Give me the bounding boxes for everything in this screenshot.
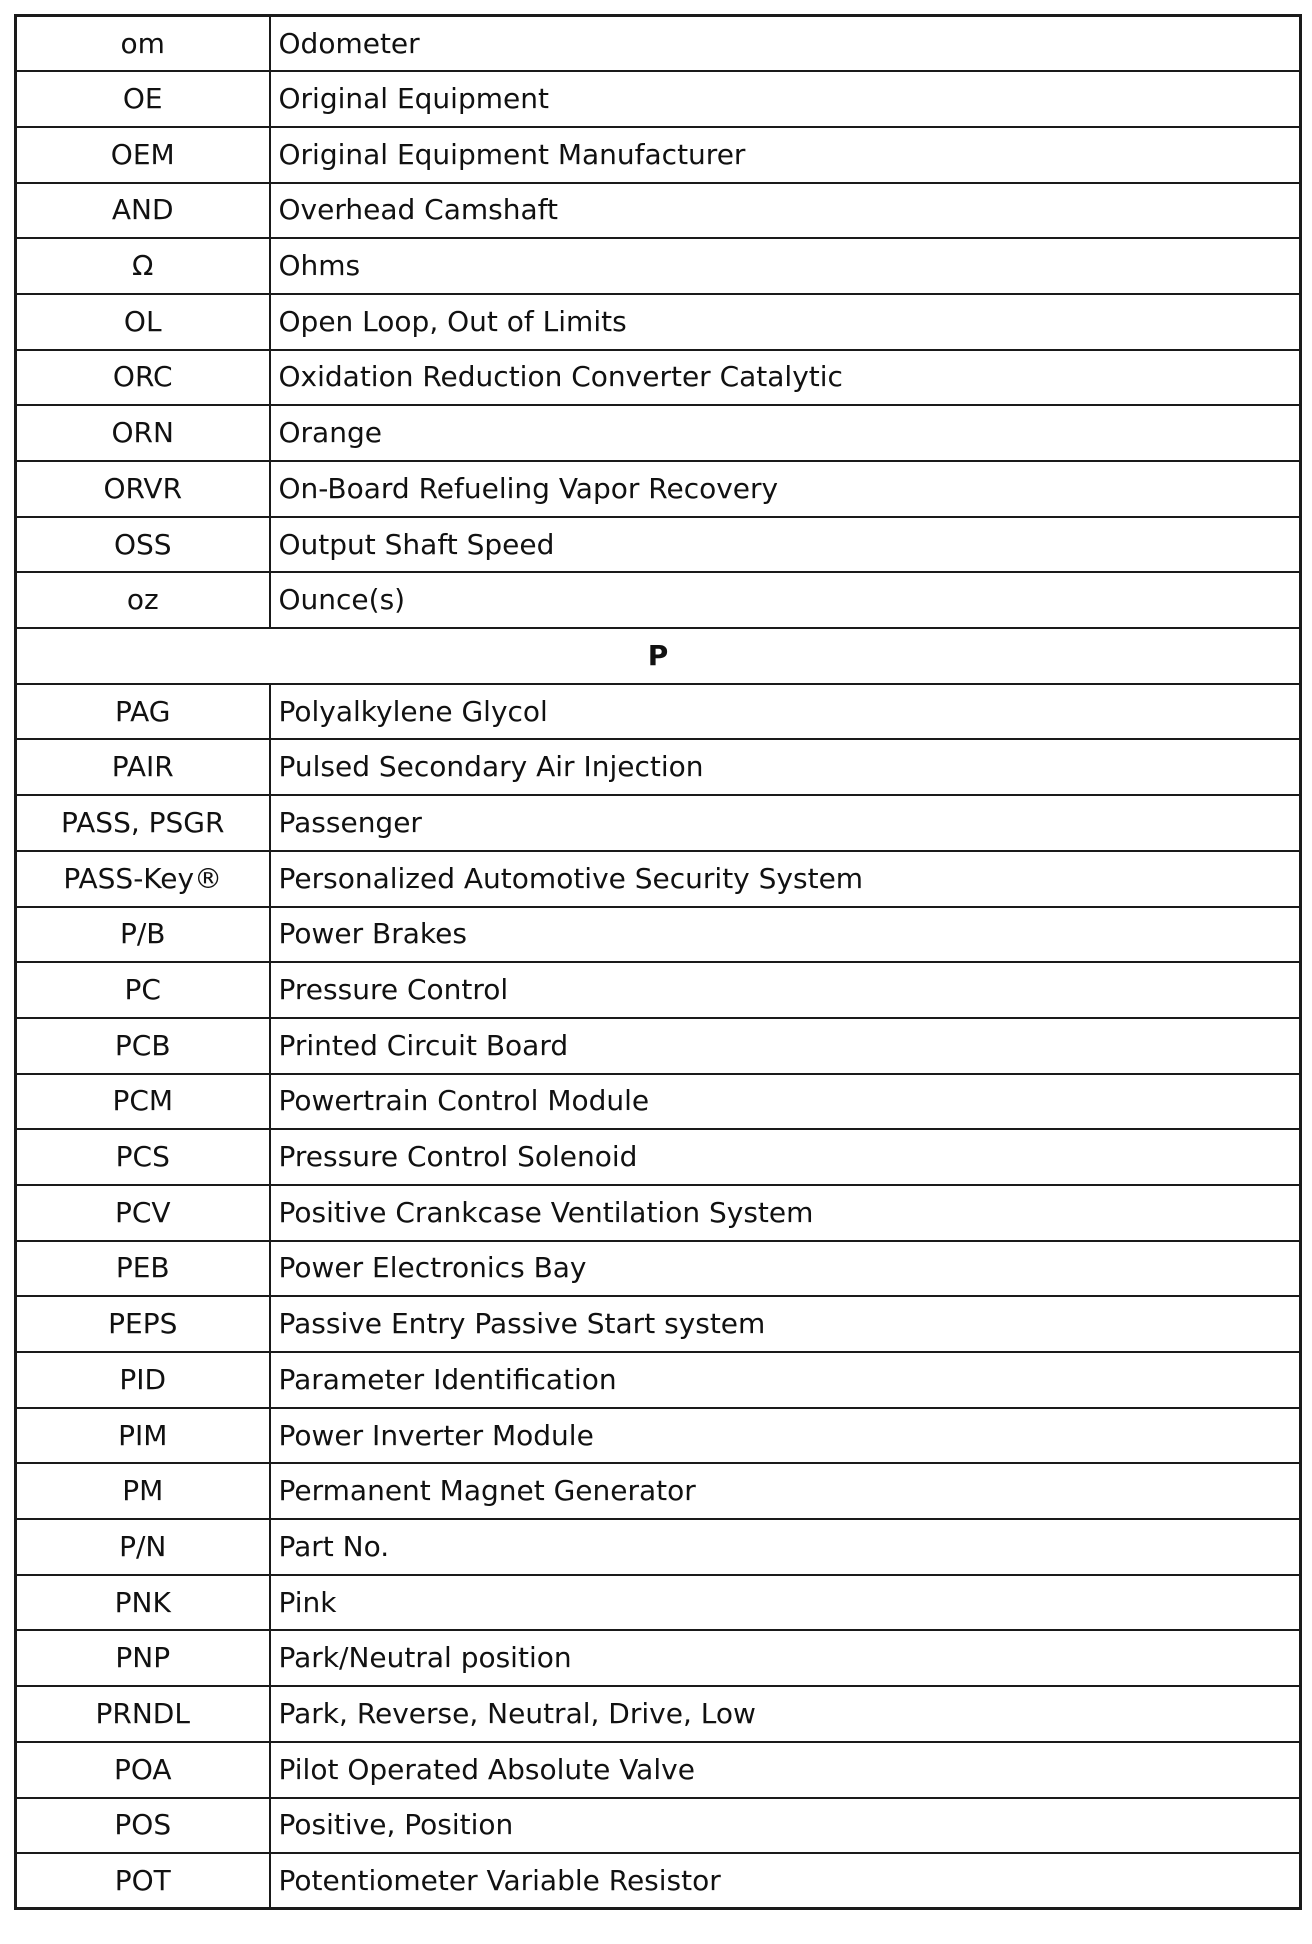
- definition-cell: Park, Reverse, Neutral, Drive, Low: [270, 1686, 1301, 1742]
- definition-cell: Passenger: [270, 795, 1301, 851]
- definition-cell: Odometer: [270, 16, 1301, 72]
- table-row: [16, 183, 1301, 239]
- definition-cell: Potentiometer Variable Resistor: [270, 1853, 1301, 1909]
- abbreviation-table: [14, 14, 1302, 1910]
- abbreviation-cell: Ω: [16, 238, 270, 294]
- abbreviation-cell: OL: [16, 294, 270, 350]
- abbreviation-cell: PCB: [16, 1018, 270, 1074]
- definition-cell: Polyalkylene Glycol: [270, 684, 1301, 740]
- table-row: [16, 294, 1301, 350]
- abbreviation-cell: AND: [16, 183, 270, 239]
- abbreviation-cell: PID: [16, 1352, 270, 1408]
- abbreviation-cell: PAIR: [16, 739, 270, 795]
- table-row: [16, 71, 1301, 127]
- table-row: [16, 739, 1301, 795]
- definition-cell: Overhead Camshaft: [270, 183, 1301, 239]
- abbreviation-cell: PEPS: [16, 1296, 270, 1352]
- abbreviation-table-body: [16, 16, 1301, 1909]
- table-row: [16, 350, 1301, 406]
- table-row: [16, 1018, 1301, 1074]
- definition-cell: Printed Circuit Board: [270, 1018, 1301, 1074]
- abbreviation-cell: PASS-Key®: [16, 851, 270, 907]
- definition-cell: On-Board Refueling Vapor Recovery: [270, 461, 1301, 517]
- abbreviation-cell: PIM: [16, 1408, 270, 1464]
- table-row: [16, 1798, 1301, 1854]
- table-row: [16, 1352, 1301, 1408]
- abbreviation-cell: ORN: [16, 405, 270, 461]
- definition-cell: Powertrain Control Module: [270, 1074, 1301, 1130]
- definition-cell: Original Equipment: [270, 71, 1301, 127]
- definition-cell: Positive Crankcase Ventilation System: [270, 1185, 1301, 1241]
- abbreviation-cell: PAG: [16, 684, 270, 740]
- definition-cell: Part No.: [270, 1519, 1301, 1575]
- definition-cell: Power Electronics Bay: [270, 1241, 1301, 1297]
- abbreviation-cell: PCS: [16, 1129, 270, 1185]
- definition-cell: Personalized Automotive Security System: [270, 851, 1301, 907]
- table-row: [16, 1742, 1301, 1798]
- table-row: [16, 405, 1301, 461]
- abbreviation-cell: PASS, PSGR: [16, 795, 270, 851]
- definition-cell: Pressure Control: [270, 962, 1301, 1018]
- table-row: [16, 1853, 1301, 1909]
- table-row: [16, 1074, 1301, 1130]
- abbreviation-cell: OEM: [16, 127, 270, 183]
- abbreviation-cell: ORC: [16, 350, 270, 406]
- abbreviation-cell: PCM: [16, 1074, 270, 1130]
- abbreviation-cell: PEB: [16, 1241, 270, 1297]
- abbreviation-cell: oz: [16, 572, 270, 628]
- table-row: [16, 1185, 1301, 1241]
- table-row: [16, 238, 1301, 294]
- abbreviation-cell: PNK: [16, 1575, 270, 1631]
- table-row: [16, 962, 1301, 1018]
- table-row: [16, 517, 1301, 573]
- definition-cell: Open Loop, Out of Limits: [270, 294, 1301, 350]
- table-row: [16, 1575, 1301, 1631]
- definition-cell: Power Brakes: [270, 907, 1301, 963]
- section-heading-row: [16, 628, 1301, 684]
- table-row: [16, 1686, 1301, 1742]
- abbreviation-cell: OSS: [16, 517, 270, 573]
- definition-cell: Orange: [270, 405, 1301, 461]
- definition-cell: Positive, Position: [270, 1798, 1301, 1854]
- definition-cell: Pulsed Secondary Air Injection: [270, 739, 1301, 795]
- definition-cell: Ohms: [270, 238, 1301, 294]
- abbreviation-cell: PC: [16, 962, 270, 1018]
- abbreviation-cell: OE: [16, 71, 270, 127]
- definition-cell: Park/Neutral position: [270, 1630, 1301, 1686]
- definition-cell: Original Equipment Manufacturer: [270, 127, 1301, 183]
- table-row: [16, 1630, 1301, 1686]
- definition-cell: Power Inverter Module: [270, 1408, 1301, 1464]
- abbreviation-cell: PCV: [16, 1185, 270, 1241]
- definition-cell: Parameter Identification: [270, 1352, 1301, 1408]
- table-row: [16, 907, 1301, 963]
- abbreviation-cell: om: [16, 16, 270, 72]
- table-row: [16, 795, 1301, 851]
- abbreviation-cell: PNP: [16, 1630, 270, 1686]
- table-row: [16, 851, 1301, 907]
- table-row: [16, 1296, 1301, 1352]
- abbreviation-cell: POT: [16, 1853, 270, 1909]
- table-row: [16, 127, 1301, 183]
- abbreviation-cell: P/N: [16, 1519, 270, 1575]
- definition-cell: Pilot Operated Absolute Valve: [270, 1742, 1301, 1798]
- definition-cell: Pressure Control Solenoid: [270, 1129, 1301, 1185]
- table-row: [16, 572, 1301, 628]
- table-row: [16, 1129, 1301, 1185]
- table-row: [16, 1241, 1301, 1297]
- definition-cell: Ounce(s): [270, 572, 1301, 628]
- definition-cell: Passive Entry Passive Start system: [270, 1296, 1301, 1352]
- table-row: [16, 1463, 1301, 1519]
- table-row: [16, 461, 1301, 517]
- abbreviation-cell: PM: [16, 1463, 270, 1519]
- definition-cell: Pink: [270, 1575, 1301, 1631]
- abbreviation-cell: PRNDL: [16, 1686, 270, 1742]
- abbreviation-cell: ORVR: [16, 461, 270, 517]
- definition-cell: Permanent Magnet Generator: [270, 1463, 1301, 1519]
- table-row: [16, 16, 1301, 72]
- section-heading-p: P: [16, 628, 1301, 684]
- definition-cell: Output Shaft Speed: [270, 517, 1301, 573]
- abbreviation-cell: POS: [16, 1798, 270, 1854]
- table-row: [16, 1519, 1301, 1575]
- table-row: [16, 1408, 1301, 1464]
- abbreviation-cell: P/B: [16, 907, 270, 963]
- definition-cell: Oxidation Reduction Converter Catalytic: [270, 350, 1301, 406]
- abbreviation-cell: POA: [16, 1742, 270, 1798]
- table-row: [16, 684, 1301, 740]
